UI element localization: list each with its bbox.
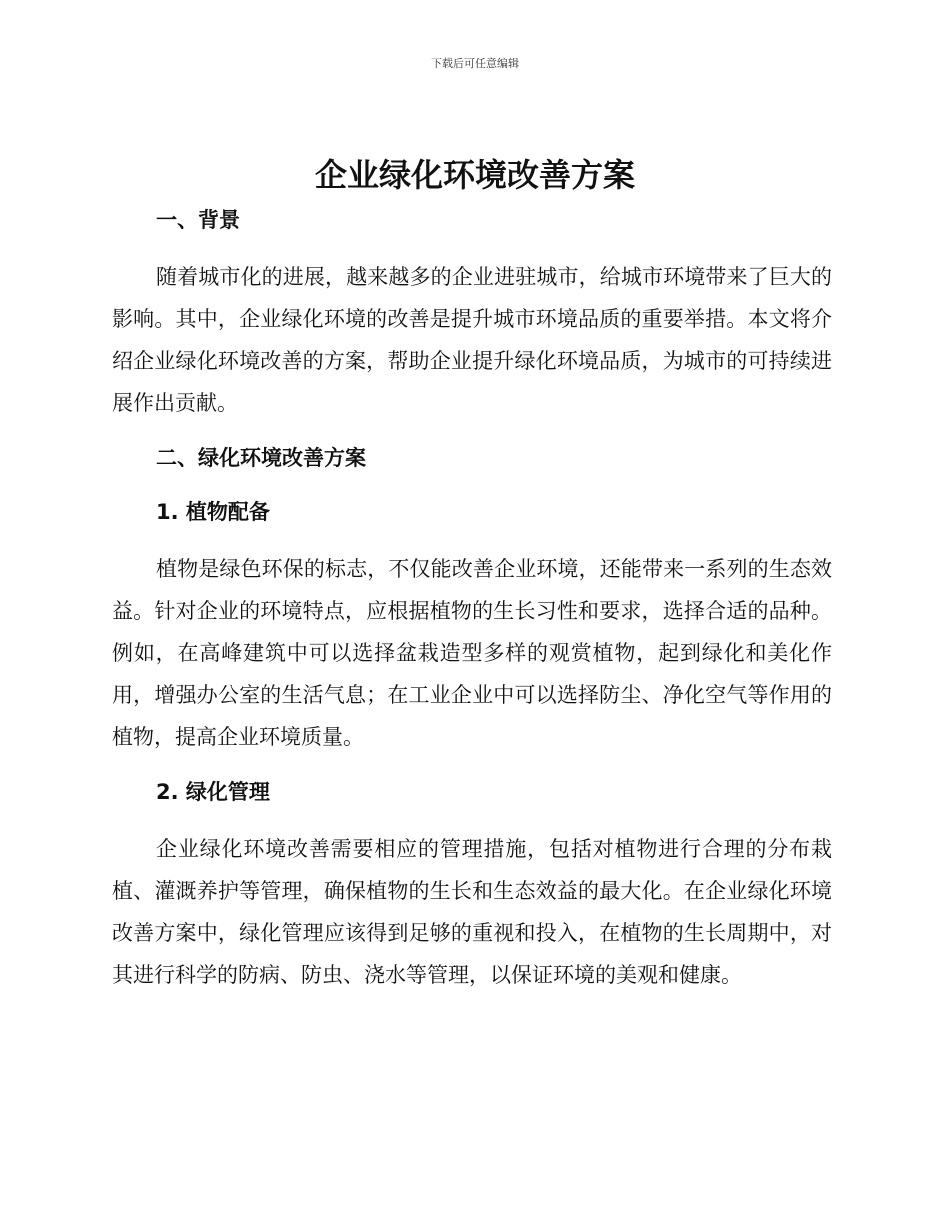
spacer (112, 424, 832, 438)
subsection-heading-plants: 1. 植物配备 (156, 500, 270, 524)
spacer (112, 532, 832, 548)
paragraph-management: 企业绿化环境改善需要相应的管理措施，包括对植物进行合理的分布栽植、灌溉养护等管理，确保植物的生长和生态效益的最大化。在企业绿化环境改善方案中，绿化管理应该得到足够的重视和投入，在植物的生长周期中，对其进行科学的防病、防虫、浇水等管理，以保证环境的美观和健康。 (112, 837, 832, 987)
header-note: 下载后可任意编辑 (431, 57, 519, 70)
spacer (112, 478, 832, 492)
spacer (112, 812, 832, 828)
paragraph-background: 随着城市化的进展，越来越多的企业进驻城市，给城市环境带来了巨大的影响。其中，企业绿化环境的改善是提升城市环境品质的重要举措。本文将介绍企业绿化环境改善的方案，帮助企业提升绿化环境品质，为城市的可持续进展作出贡献。 (112, 265, 832, 415)
subsection-heading-management: 2. 绿化管理 (156, 780, 270, 804)
section-heading-background: 一、背景 (156, 208, 240, 232)
document-body (112, 200, 832, 996)
paragraph-plants: 植物是绿色环保的标志，不仅能改善企业环境，还能带来一系列的生态效益。针对企业的环境特点，应根据植物的生长习性和要求，选择合适的品种。例如，在高峰建筑中可以选择盆栽造型多样的观赏植物，起到绿化和美化作用，增强办公室的生活气息；在工业企业中可以选择防尘、净化空气等作用的植物，提高企业环境质量。 (112, 557, 832, 749)
spacer (112, 758, 832, 772)
section-heading-plan: 二、绿化环境改善方案 (156, 446, 366, 470)
document-title: 企业绿化环境改善方案 (314, 156, 635, 194)
spacer (112, 240, 832, 256)
